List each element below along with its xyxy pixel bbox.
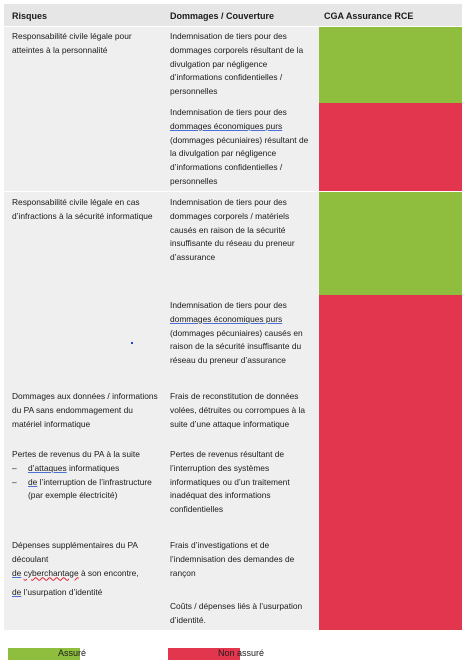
status-cell-non-assure (319, 295, 462, 390)
risk-text: Dépenses supplémentaires du PA découlant (12, 540, 138, 564)
risk-cell: Dommages aux données / informations du PA sans endommagement du matériel informatique (12, 391, 158, 429)
table-row (4, 539, 462, 630)
damage-cell (170, 539, 312, 628)
stray-dot (131, 342, 133, 344)
table-row (4, 390, 462, 448)
risk-cell (12, 539, 158, 600)
risk-cell: Responsabilité civile légale pour atteintes à la personnalité (12, 31, 132, 55)
header-cga: CGA Assurance RCE (324, 11, 414, 21)
risk-bullets (12, 462, 158, 503)
damage-underlined: dommages économiques purs (170, 120, 283, 131)
damage-text: (dommages pécuniaires) causés en raison de la sécurité insuffisante du réseau du preneur d’assurance (170, 327, 303, 366)
status-cell-non-assure (319, 448, 462, 539)
table-row (4, 103, 462, 191)
damage-cell: Indemnisation de tiers pour des dommages corporels / matériels causés en raison de la sécurité insuffisante du réseau du preneur d’assurance (170, 197, 295, 263)
risk-text: de cyberchantage à son encontre, (12, 567, 139, 578)
damage-text: (dommages pécuniaires) résultant de la divulgation par négligence d’informations confidentielles / personnelles (170, 134, 309, 186)
damage-text: Indemnisation de tiers pour des (170, 300, 287, 310)
table-row (4, 295, 462, 390)
damage-cell (170, 299, 312, 368)
bullet-item: – d’attaques informatiques (12, 462, 158, 476)
table-header (4, 4, 462, 26)
damage-underlined: dommages économiques purs (170, 313, 283, 324)
table-row (4, 192, 462, 295)
status-cell-assure (319, 192, 462, 295)
risk-cell: Responsabilité civile légale en cas d’infractions à la sécurité informatique (12, 197, 153, 221)
status-cell-non-assure (319, 103, 462, 191)
status-cell-non-assure (319, 390, 462, 448)
risk-cell (12, 448, 158, 503)
damage-text: Frais d’investigations et de l’indemnisation des demandes de rançon (170, 540, 295, 578)
risk-text: Pertes de revenus du PA à la suite (12, 449, 140, 459)
damage-cell (170, 106, 312, 189)
table-row (4, 27, 462, 103)
damage-cell: Indemnisation de tiers pour des dommages corporels résultant de la divulgation par négligence d’informations confidentielles / personnelles (170, 31, 304, 97)
damage-cell: Frais de reconstitution de données volées, détruites ou corrompues à la suite d’une attaque informatique (170, 391, 306, 429)
status-cell-assure (319, 27, 462, 103)
header-dommages: Dommages / Couverture (170, 11, 275, 21)
status-cell-non-assure (319, 539, 462, 630)
damage-cell: Pertes de revenus résultant de l’interruption des systèmes informatiques ou d’un traitement inadéquat des informations confidentielles (170, 449, 290, 515)
damage-text: Coûts / dépenses liés à l’usurpation d’identité. (170, 601, 303, 626)
damage-text: Indemnisation de tiers pour des (170, 107, 287, 117)
bullet-item: – de l’interruption de l’infrastructure (par exemple électricité) (12, 476, 158, 504)
legend-label-non-assure: Non assuré (218, 648, 265, 658)
risk-text: de l’usurpation d’identité (12, 587, 103, 598)
table-row (4, 448, 462, 539)
header-risques: Risques (12, 11, 48, 21)
legend-label-assure: Assuré (58, 648, 87, 658)
